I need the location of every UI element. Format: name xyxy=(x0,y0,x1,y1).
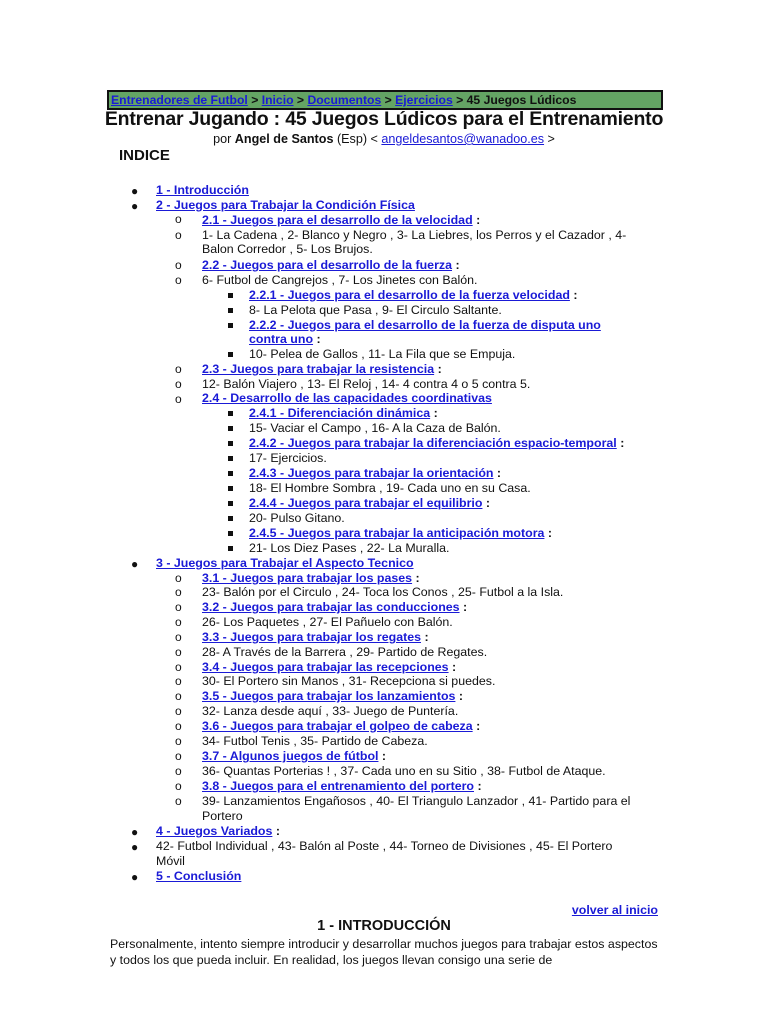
toc-item xyxy=(202,749,386,764)
bullet-circle: o xyxy=(175,794,182,808)
bullet-circle: o xyxy=(175,719,182,733)
bullet-square xyxy=(228,486,233,491)
byline-por: por xyxy=(213,132,232,146)
breadcrumb-current: 45 Juegos Lúdicos xyxy=(466,93,577,107)
toc-link-2-2-1[interactable]: 2.2.1 - Juegos para el desarrollo de la fuerza velocidad xyxy=(249,288,570,302)
colon: : xyxy=(485,496,491,510)
breadcrumb-sep: > xyxy=(251,93,259,107)
games-2-4-1: 15- Vaciar el Campo , 16- A la Caza de Balón. xyxy=(249,421,501,435)
bullet-square xyxy=(228,546,233,551)
games-2-4-3: 18- El Hombre Sombra , 19- Cada uno en su Casa. xyxy=(249,481,531,495)
breadcrumb-link-ejercicios[interactable]: Ejercicios xyxy=(395,93,453,107)
toc-item xyxy=(202,779,482,794)
toc-link-2-4-1[interactable]: 2.4.1 - Diferenciación dinámica xyxy=(249,406,431,420)
back-to-top-link[interactable]: volver al inicio xyxy=(571,903,658,917)
games-2-1-line1: 1- La Cadena , 2- Blanco y Negro , 3- La Liebres, los Perros y el Cazador , 4- xyxy=(202,228,627,242)
bullet-circle: o xyxy=(175,362,182,376)
games-2-4-4: 20- Pulso Gitano. xyxy=(249,511,345,525)
colon: : xyxy=(455,258,460,272)
bullet-square xyxy=(228,426,233,431)
bullet-square xyxy=(228,441,233,446)
games-2-4-5: 21- Los Diez Pases , 22- La Muralla. xyxy=(249,541,450,555)
toc-item xyxy=(202,689,463,704)
bullet-disc: ● xyxy=(131,825,139,839)
games-2-2-1: 8- La Pelota que Pasa , 9- El Circulo Saltante. xyxy=(249,303,502,317)
section-heading-introduccion: 1 - INTRODUCCIÓN xyxy=(317,918,451,934)
colon: : xyxy=(620,436,625,450)
colon: : xyxy=(476,719,481,733)
games-3-8-line2: Portero xyxy=(202,809,243,823)
games-2-3: 12- Balón Viajero , 13- El Reloj , 14- 4 contra 4 o 5 contra 5. xyxy=(202,377,531,391)
games-3-2: 26- Los Paquetes , 27- El Pañuelo con Balón. xyxy=(202,615,453,629)
breadcrumb-link-inicio[interactable]: Inicio xyxy=(261,93,294,107)
bullet-circle: o xyxy=(175,258,182,272)
breadcrumb-sep: > xyxy=(384,93,392,107)
bullet-circle: o xyxy=(175,660,182,674)
colon: : xyxy=(275,824,280,838)
breadcrumb-link-entrenadores[interactable]: Entrenadores de Futbol xyxy=(111,93,248,107)
bullet-disc: ● xyxy=(131,557,139,571)
colon: : xyxy=(573,288,578,302)
toc-link-3-6[interactable]: 3.6 - Juegos para trabajar el golpeo de cabeza xyxy=(202,719,473,733)
intro-paragraph: Personalmente, intento siempre introducir y desarrollar muchos juegos para trabajar estos aspectos y todos los que pueda incluir. En realidad, los juegos llevan consigo una serie de xyxy=(110,937,658,967)
colon: : xyxy=(316,332,321,346)
bullet-square xyxy=(228,352,233,357)
toc-item xyxy=(249,526,552,541)
games-4-line2: Móvil xyxy=(156,854,185,868)
games-2-2: 6- Futbol de Cangrejos , 7- Los Jinetes con Balón. xyxy=(202,273,478,287)
toc-item xyxy=(249,332,321,347)
toc-item xyxy=(249,406,438,421)
toc-item xyxy=(202,719,480,734)
toc-link-3-5[interactable]: 3.5 - Juegos para trabajar los lanzamientos xyxy=(202,689,456,703)
toc-item xyxy=(202,213,480,228)
toc-item xyxy=(202,600,467,615)
toc-item xyxy=(156,824,280,839)
bullet-square xyxy=(228,411,233,416)
toc-link-1-introduccion[interactable]: 1 - Introducción xyxy=(156,183,249,197)
toc-link-4-variados[interactable]: 4 - Juegos Variados xyxy=(156,824,273,838)
toc-item xyxy=(249,466,501,481)
colon: : xyxy=(496,466,502,480)
bullet-circle: o xyxy=(175,212,182,226)
breadcrumb-sep: > xyxy=(456,93,464,107)
colon: : xyxy=(476,213,481,227)
toc-item xyxy=(202,258,460,273)
bullet-circle: o xyxy=(175,228,182,242)
toc-link-3-7[interactable]: 3.7 - Algunos juegos de fútbol xyxy=(202,749,379,763)
games-4-line1: 42- Futbol Individual , 43- Balón al Poste , 44- Torneo de Divisiones , 45- El Portero xyxy=(156,839,613,853)
bullet-square xyxy=(228,323,233,328)
toc-link-2-2-2[interactable]: 2.2.2 - Juegos para el desarrollo de la fuerza de disputa uno xyxy=(249,318,601,332)
bullet-circle: o xyxy=(175,630,182,644)
bullet-circle: o xyxy=(175,600,182,614)
toc-link-3-2[interactable]: 3.2 - Juegos para trabajar las conducciones xyxy=(202,600,460,614)
games-3-4: 30- El Portero sin Manos , 31- Recepciona si puedes. xyxy=(202,674,496,688)
colon: : xyxy=(381,749,387,763)
toc-link-3-aspecto-tecnico[interactable]: 3 - Juegos para Trabajar el Aspecto Tecnico xyxy=(156,556,414,570)
bullet-disc: ● xyxy=(131,199,139,213)
toc-link-2-1[interactable]: 2.1 - Juegos para el desarrollo de la velocidad xyxy=(202,213,473,227)
byline xyxy=(0,132,768,146)
toc-link-2-2-2-cont[interactable]: contra uno xyxy=(249,332,314,346)
colon: : xyxy=(452,660,457,674)
bullet-circle: o xyxy=(175,779,182,793)
bullet-circle: o xyxy=(175,571,182,585)
bullet-circle: o xyxy=(175,615,182,629)
author-email-link[interactable]: angeldesantos@wanadoo.es xyxy=(381,132,545,146)
bullet-circle: o xyxy=(175,764,182,778)
games-3-8-line1: 39- Lanzamientos Engañosos , 40- El Triangulo Lanzador , 41- Partido para el xyxy=(202,794,631,808)
bullet-square xyxy=(228,516,233,521)
games-2-4-2: 17- Ejercicios. xyxy=(249,451,327,465)
bullet-circle: o xyxy=(175,734,182,748)
bullet-circle: o xyxy=(175,377,182,391)
toc-item xyxy=(202,571,420,586)
bullet-disc: ● xyxy=(131,184,139,198)
bullet-circle: o xyxy=(175,273,182,287)
page-title: Entrenar Jugando : 45 Juegos Lúdicos para el Entrenamiento xyxy=(104,108,664,130)
bullet-circle: o xyxy=(175,704,182,718)
toc-link-2-4[interactable]: 2.4 - Desarrollo de las capacidades coordinativas xyxy=(202,391,492,405)
indice-heading: INDICE xyxy=(119,147,170,164)
colon: : xyxy=(463,600,468,614)
toc-link-5-conclusion[interactable]: 5 - Conclusión xyxy=(156,869,242,883)
bullet-circle: o xyxy=(175,674,182,688)
games-3-3: 28- A Través de la Barrera , 29- Partido de Regates. xyxy=(202,645,488,659)
colon: : xyxy=(415,571,420,585)
colon: : xyxy=(547,526,553,540)
games-3-7: 36- Quantas Porterias ! , 37- Cada uno en su Sitio , 38- Futbol de Ataque. xyxy=(202,764,606,778)
toc-item xyxy=(202,362,442,377)
toc-item xyxy=(202,630,429,645)
bullet-square xyxy=(228,456,233,461)
games-2-2-2: 10- Pelea de Gallos , 11- La Fila que se Empuja. xyxy=(249,347,516,361)
author-name: Angel de Santos xyxy=(234,132,334,146)
games-3-1: 23- Balón por el Circulo , 24- Toca los Conos , 25- Futbol a la Isla. xyxy=(202,585,564,599)
bullet-square xyxy=(228,501,233,506)
breadcrumb xyxy=(107,90,663,110)
author-country: (Esp) < xyxy=(336,132,378,146)
colon: : xyxy=(477,779,482,793)
games-3-5: 32- Lanza desde aquí , 33- Juego de Puntería. xyxy=(202,704,459,718)
bullet-disc: ● xyxy=(131,840,139,854)
colon: : xyxy=(433,406,438,420)
games-3-6: 34- Futbol Tenis , 35- Partido de Cabeza. xyxy=(202,734,428,748)
toc-link-2-2[interactable]: 2.2 - Juegos para el desarrollo de la fuerza xyxy=(202,258,452,272)
breadcrumb-sep: > xyxy=(296,93,305,107)
colon: : xyxy=(437,362,442,376)
toc-link-3-8[interactable]: 3.8 - Juegos para el entrenamiento del portero xyxy=(202,779,474,793)
toc-link-2-4-4[interactable]: 2.4.4 - Juegos para trabajar el equilibrio xyxy=(249,496,483,510)
bullet-circle: o xyxy=(175,689,182,703)
bullet-square xyxy=(228,293,233,298)
toc-link-2-4-3[interactable]: 2.4.3 - Juegos para trabajar la orientación xyxy=(249,466,494,480)
toc-link-3-1[interactable]: 3.1 - Juegos para trabajar los pases xyxy=(202,571,413,585)
bullet-circle: o xyxy=(175,585,182,599)
toc-link-3-4[interactable]: 3.4 - Juegos para trabajar las recepciones xyxy=(202,660,449,674)
bullet-circle: o xyxy=(175,749,182,763)
breadcrumb-link-documentos[interactable]: Documentos xyxy=(307,93,382,107)
toc-item xyxy=(249,288,578,303)
byline-close: > xyxy=(547,132,555,146)
toc-link-2-3[interactable]: 2.3 - Juegos para trabajar la resistencia xyxy=(202,362,435,376)
toc-item xyxy=(249,496,490,511)
bullet-square xyxy=(228,308,233,313)
colon: : xyxy=(458,689,464,703)
toc-link-2-4-5[interactable]: 2.4.5 - Juegos para trabajar la anticipación motora xyxy=(249,526,545,540)
toc-item xyxy=(249,436,624,451)
toc-link-3-3[interactable]: 3.3 - Juegos para trabajar los regates xyxy=(202,630,421,644)
toc-link-2-condicion-fisica[interactable]: 2 - Juegos para Trabajar la Condición Física xyxy=(156,198,415,212)
colon: : xyxy=(424,630,429,644)
games-2-1-line2: Balon Corredor , 5- Los Brujos. xyxy=(202,242,373,256)
bullet-disc: ● xyxy=(131,870,139,884)
toc-item xyxy=(202,660,456,675)
bullet-square xyxy=(228,531,233,536)
toc-link-2-4-2[interactable]: 2.4.2 - Juegos para trabajar la diferenciación espacio-temporal xyxy=(249,436,617,450)
bullet-circle: o xyxy=(175,392,182,406)
bullet-circle: o xyxy=(175,645,182,659)
bullet-square xyxy=(228,471,233,476)
